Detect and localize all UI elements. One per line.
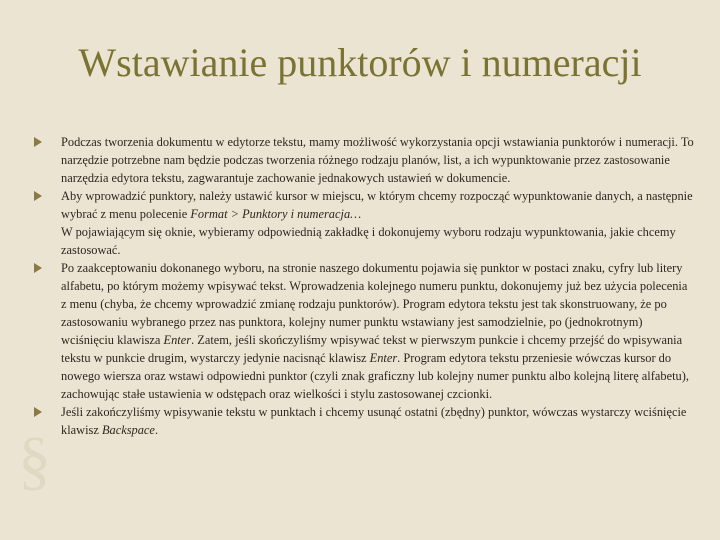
bullet-paragraph bbox=[61, 133, 694, 187]
bullet-item bbox=[34, 187, 694, 259]
bullet-text: Po zaakceptowaniu dokonanego wyboru, na stronie naszego dokumentu pojawia się punktor w postaci znaku, cyfry lub litery alfabetu, po którym możemy wpisywać tekst. Wprowadzenia kolejnego numeru punktu, dokonujemy już bez użycia polecenia z menu (chyba, że chcemy wprowadzić zmianę rodzaju punktorów). Program edytora tekstu jest tak skonstruowany, że po zastosowaniu wybranego przez nas punktora, kolejny numer punktu wstawiany jest samodzielnie, po (jednokrotnym) wciśnięciu klawisza bbox=[61, 261, 688, 347]
triangle-bullet-icon bbox=[34, 407, 42, 417]
emphasized-text: Enter bbox=[369, 351, 398, 365]
bullet-list bbox=[34, 133, 694, 439]
bullet-text: . bbox=[154, 423, 159, 437]
emphasized-text: Backspace bbox=[101, 423, 155, 437]
bullet-text: Aby wprowadzić punktory, należy ustawić kursor w miejscu, w którym chcemy rozpocząć wypunktowanie danych, a następnie wybrać z menu polecenie bbox=[61, 189, 693, 221]
emphasized-text: Format > Punktory i numeracja… bbox=[190, 207, 362, 221]
emphasized-text: Enter bbox=[163, 333, 192, 347]
bullet-text: Jeśli zakończyliśmy wpisywanie tekstu w punktach i chcemy usunąć ostatni (zbędny) punktor, wówczas wystarczy wciśnięcie klawisz bbox=[61, 405, 687, 437]
bullet-text: . Zatem, jeśli skończyliśmy wpisywać tekst w pierwszym punkcie i chcemy przejść do wpisywania tekstu w punkcie drugim, wystarczy jedynie nacisnąć klawisz bbox=[61, 333, 683, 365]
triangle-bullet-icon bbox=[34, 263, 42, 273]
triangle-bullet-icon bbox=[34, 191, 42, 201]
bullet-text: Podczas tworzenia dokumentu w edytorze tekstu, mamy możliwość wykorzystania opcji wstawiania punktorów i numeracji. To narzędzie potrzebne nam będzie podczas tworzenia różnego rodzaju planów, list, a ich wypunktowanie przez zastosowanie narzędzia edytora tekstu, zagwarantuje zachowanie jednakowych ustawień w dokumencie. bbox=[61, 135, 694, 185]
bullet-text: W pojawiającym się oknie, wybieramy odpowiednią zakładkę i dokonujemy wyboru rodzaju wypunktowania, jakie chcemy zastosować. bbox=[61, 225, 676, 257]
svg-text:§: § bbox=[18, 424, 51, 497]
bullet-item bbox=[34, 403, 694, 439]
bullet-paragraph bbox=[61, 403, 694, 439]
bullet-paragraph bbox=[61, 223, 694, 259]
bullet-item bbox=[34, 259, 694, 403]
bullet-text: . Program edytora tekstu przeniesie wówczas kursor do nowego wiersza oraz wstawi odpowiedni punktor (czyli znak graficzny lub kolejny numer punktu albo kolejną literę alfabetu), zachowując stałe ustawienia w odstępach oraz wielkości i stylu zastosowanej czcionki. bbox=[61, 351, 689, 401]
bullet-paragraph bbox=[61, 187, 694, 223]
bullet-paragraph bbox=[61, 259, 694, 403]
bullet-item bbox=[34, 133, 694, 187]
triangle-bullet-icon bbox=[34, 137, 42, 147]
slide-title: Wstawianie punktorów i numeracji bbox=[78, 40, 642, 85]
